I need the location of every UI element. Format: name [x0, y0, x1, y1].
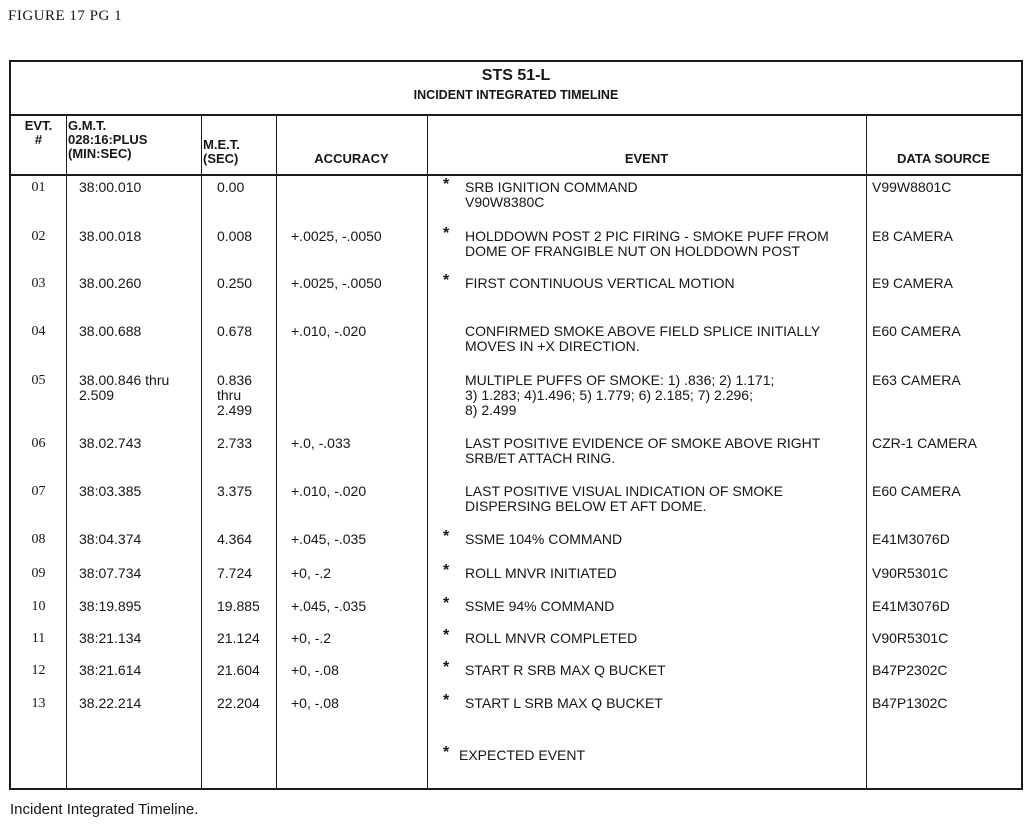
cell-evt: 05: [31, 373, 46, 388]
cell-evt: 06: [31, 436, 46, 451]
cell-met: 21.604: [217, 662, 260, 678]
cell-gmt: 38:07.734: [79, 565, 142, 581]
cell-met: 0.836 thru 2.499: [217, 372, 253, 418]
cell-gmt: 38:04.374: [79, 531, 142, 547]
header-accuracy: ACCURACY: [314, 151, 389, 166]
cell-met: 22.204: [217, 695, 260, 711]
cell-accuracy: +.045, -.035: [291, 531, 367, 547]
cell-gmt: 38.00.260: [79, 275, 142, 291]
col-divider: [427, 114, 428, 788]
col-divider: [201, 114, 202, 788]
table-title-box: [11, 62, 1021, 116]
cell-met: 3.375: [217, 483, 253, 499]
cell-met: 21.124: [217, 630, 260, 646]
cell-gmt: 38:00.010: [79, 179, 142, 195]
cell-accuracy: +.010, -.020: [291, 483, 367, 499]
cell-source: CZR-1 CAMERA: [872, 435, 978, 451]
cell-gmt: 38.02.743: [79, 435, 142, 451]
expected-event-star: *: [443, 627, 450, 644]
cell-event: SRB IGNITION COMMAND V90W8380C: [465, 179, 638, 210]
footnote-star: *: [443, 744, 450, 761]
cell-source: E60 CAMERA: [872, 483, 961, 499]
footnote-text: EXPECTED EVENT: [459, 747, 586, 763]
expected-event-star: *: [443, 659, 450, 676]
cell-source: E41M3076D: [872, 531, 950, 547]
cell-accuracy: +0, -.2: [291, 565, 332, 581]
cell-source: E8 CAMERA: [872, 228, 953, 244]
expected-event-star: *: [443, 225, 450, 242]
cell-event: START L SRB MAX Q BUCKET: [465, 695, 663, 711]
cell-accuracy: +.0025, -.0050: [291, 275, 382, 291]
cell-evt: 12: [31, 663, 46, 678]
table-subtitle: INCIDENT INTEGRATED TIMELINE: [413, 88, 619, 102]
cell-event: SSME 94% COMMAND: [465, 598, 615, 614]
cell-event: LAST POSITIVE EVIDENCE OF SMOKE ABOVE RIGHT SRB/ET ATTACH RING.: [465, 435, 821, 466]
table-title: STS 51-L: [481, 67, 551, 84]
cell-event: ROLL MNVR COMPLETED: [465, 630, 638, 646]
col-divider: [866, 114, 867, 788]
cell-source: E41M3076D: [872, 598, 950, 614]
cell-met: 4.364: [217, 531, 253, 547]
header-met: M.E.T. (SEC): [203, 137, 240, 166]
cell-source: B47P2302C: [872, 662, 948, 678]
header-evt: EVT. #: [24, 118, 53, 147]
cell-event: START R SRB MAX Q BUCKET: [465, 662, 666, 678]
cell-source: E9 CAMERA: [872, 275, 953, 291]
cell-met: 2.733: [217, 435, 253, 451]
figure-caption: Incident Integrated Timeline.: [10, 801, 199, 818]
cell-gmt: 38:21.614: [79, 662, 142, 678]
cell-evt: 09: [31, 566, 46, 581]
cell-event: FIRST CONTINUOUS VERTICAL MOTION: [465, 275, 735, 291]
expected-event-star: *: [443, 692, 450, 709]
cell-met: 0.008: [217, 228, 253, 244]
cell-event: HOLDDOWN POST 2 PIC FIRING - SMOKE PUFF FROM DOME OF FRANGIBLE NUT ON HOLDDOWN POST: [465, 228, 829, 259]
cell-source: B47P1302C: [872, 695, 948, 711]
cell-event: SSME 104% COMMAND: [465, 531, 623, 547]
figure-label: FIGURE 17 PG 1: [8, 8, 123, 24]
cell-event: CONFIRMED SMOKE ABOVE FIELD SPLICE INITIALLY MOVES IN +X DIRECTION.: [465, 323, 821, 354]
col-divider: [66, 114, 67, 788]
cell-gmt: 38.00.018: [79, 228, 142, 244]
cell-accuracy: +.0025, -.0050: [291, 228, 382, 244]
cell-source: E63 CAMERA: [872, 372, 961, 388]
cell-met: 19.885: [217, 598, 260, 614]
cell-evt: 10: [31, 599, 46, 614]
cell-accuracy: +0, -.2: [291, 630, 332, 646]
cell-accuracy: +.010, -.020: [291, 323, 367, 339]
cell-evt: 03: [31, 276, 46, 291]
expected-event-star: *: [443, 562, 450, 579]
cell-evt: 08: [31, 532, 46, 547]
expected-event-star: *: [443, 176, 450, 193]
cell-evt: 07: [31, 484, 46, 499]
cell-evt: 11: [31, 631, 46, 646]
cell-met: 7.724: [217, 565, 253, 581]
expected-event-star: *: [443, 595, 450, 612]
cell-source: V90R5301C: [872, 565, 949, 581]
col-divider: [276, 114, 277, 788]
header-gmt: G.M.T. 028:16:PLUS (MIN:SEC): [68, 118, 148, 161]
cell-source: E60 CAMERA: [872, 323, 961, 339]
cell-gmt: 38.00.688: [79, 323, 142, 339]
cell-accuracy: +.0, -.033: [291, 435, 351, 451]
cell-gmt: 38:21.134: [79, 630, 142, 646]
cell-accuracy: +.045, -.035: [291, 598, 367, 614]
header-rule: [11, 174, 1021, 176]
cell-evt: 02: [31, 229, 46, 244]
cell-source: V99W8801C: [872, 179, 952, 195]
cell-accuracy: +0, -.08: [291, 695, 339, 711]
cell-evt: 13: [31, 696, 46, 711]
cell-evt: 04: [31, 324, 46, 339]
header-data-source: DATA SOURCE: [897, 151, 990, 166]
cell-event: ROLL MNVR INITIATED: [465, 565, 617, 581]
expected-event-star: *: [443, 528, 450, 545]
cell-accuracy: +0, -.08: [291, 662, 339, 678]
cell-source: V90R5301C: [872, 630, 949, 646]
cell-event: LAST POSITIVE VISUAL INDICATION OF SMOKE DISPERSING BELOW ET AFT DOME.: [465, 483, 783, 514]
cell-gmt: 38.22.214: [79, 695, 142, 711]
cell-met: 0.678: [217, 323, 253, 339]
cell-gmt: 38.00.846 thru 2.509: [79, 372, 170, 403]
cell-met: 0.250: [217, 275, 253, 291]
header-event: EVENT: [624, 151, 669, 166]
cell-event: MULTIPLE PUFFS OF SMOKE: 1) .836; 2) 1.171; 3) 1.283; 4)1.496; 5) 1.779; 6) 2.185; 7) 2.296; 8) 2.499: [465, 372, 775, 418]
cell-evt: 01: [31, 180, 46, 195]
cell-gmt: 38:19.895: [79, 598, 142, 614]
timeline-table: [9, 60, 1023, 790]
expected-event-star: *: [443, 272, 450, 289]
cell-met: 0.00: [217, 179, 245, 195]
cell-gmt: 38:03.385: [79, 483, 142, 499]
